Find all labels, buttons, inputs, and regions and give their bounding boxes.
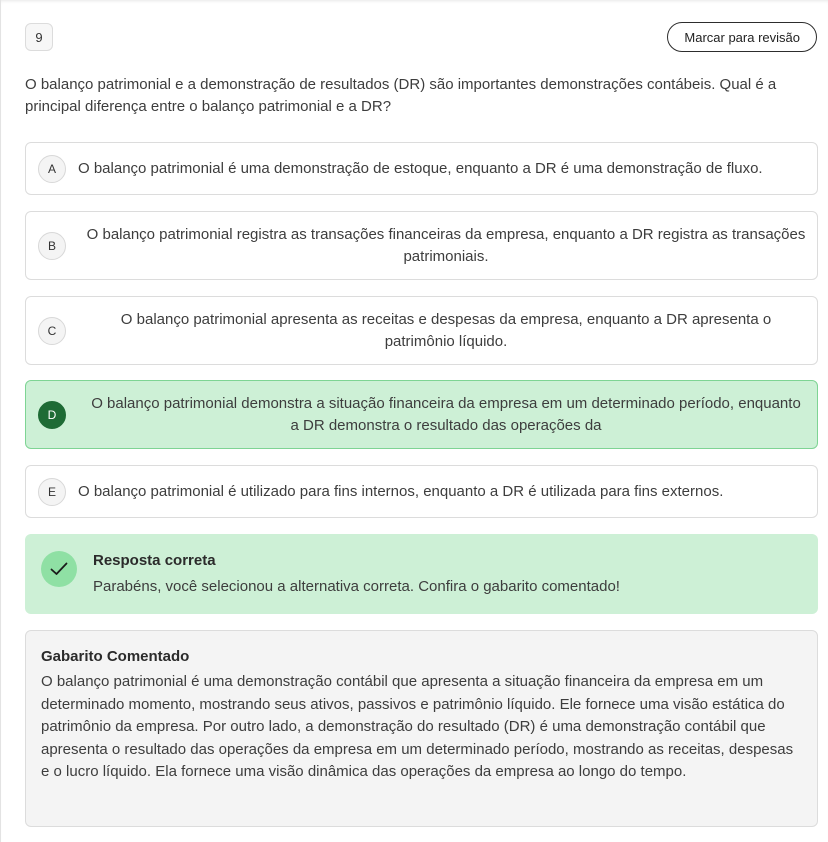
option-text: O balanço patrimonial é utilizado para fins internos, enquanto a DR é utilizada para fins externos. [78,482,724,500]
option-letter-badge: E [38,478,66,506]
option-letter-badge: A [38,155,66,183]
mark-for-review-button[interactable]: Marcar para revisão [667,22,817,52]
option-letter-badge: B [38,232,66,260]
option-text: O balanço patrimonial apresenta as receitas e despesas da empresa, enquanto a DR apresenta o patrimônio líquido. [120,310,772,350]
explanation-body: O balanço patrimonial é uma demonstração contábil que apresenta a situação financeira da empresa em um determinado momento, mostrando seus ativos, passivos e patrimônio líquido. Ele fornece uma visão estática do patrimônio da empresa. Por outro lado, a demonstração do resultado (DR) é uma demonstração contábil que apresenta o resultado das operações da empresa em um determinado período, mostrando as receitas, despesas e o lucro líquido. Ela fornece uma visão dinâmica das operações da empresa ao longo do tempo. [41,673,794,780]
option-text: O balanço patrimonial demonstra a situação financeira da empresa em um determinado período, enquanto a DR demonstra o resultado das operações da [91,394,801,434]
result-message: Parabéns, você selecionou a alternativa correta. Confira o gabarito comentado! [93,578,620,595]
question-number: 9 [25,23,53,51]
check-icon [41,551,77,587]
result-title: Resposta correta [93,552,216,569]
explanation-title: Gabarito Comentado [41,648,190,665]
answer-explanation [25,630,818,827]
option-text: O balanço patrimonial registra as transações financeiras da empresa, enquanto a DR registra as transações patrimoniais. [86,225,806,265]
correct-answer-banner [25,534,818,614]
question-text: O balanço patrimonial e a demonstração de resultados (DR) são importantes demonstrações contábeis. Qual é a principal diferença entre o balanço patrimonial e a DR? [25,76,777,115]
option-d-selected[interactable] [25,380,818,449]
option-a[interactable] [25,142,818,195]
option-text: O balanço patrimonial é uma demonstração de estoque, enquanto a DR é uma demonstração de fluxo. [78,159,763,177]
option-c[interactable] [25,296,818,365]
option-e[interactable] [25,465,818,518]
option-b[interactable] [25,211,818,280]
option-letter-badge: C [38,317,66,345]
option-letter-badge: D [38,401,66,429]
